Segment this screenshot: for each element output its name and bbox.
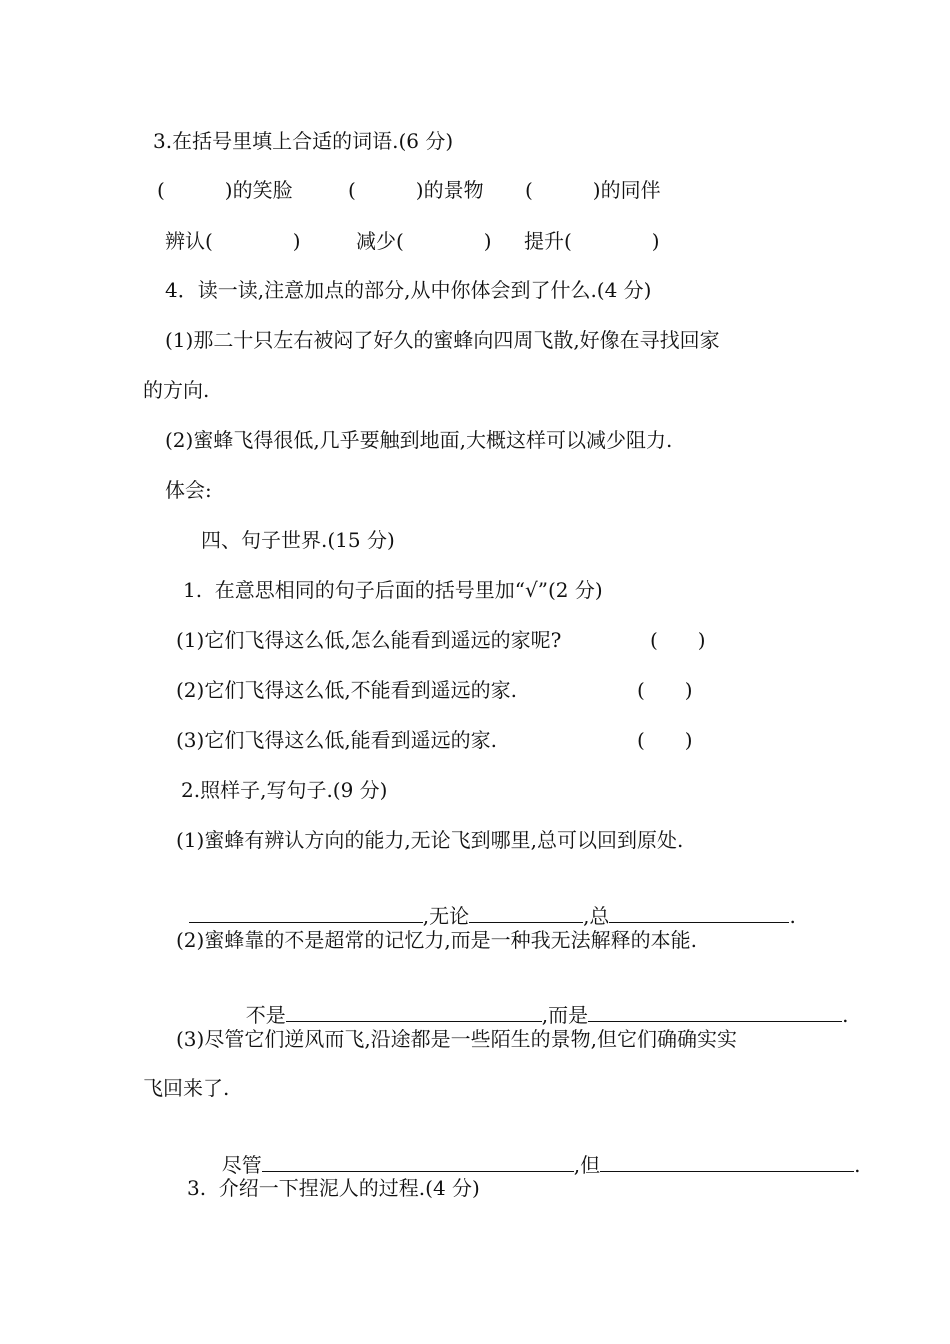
s1-checkbox-1[interactable]: ( ) <box>650 628 706 652</box>
q3-blank-4[interactable]: 辨认( ) <box>165 229 301 253</box>
s2-example-1: (1)蜜蜂有辨认方向的能力,无论飞到哪里,总可以回到原处. <box>176 828 684 852</box>
q3-blank-5[interactable]: 减少( ) <box>356 229 492 253</box>
answer-blank[interactable] <box>588 1001 842 1022</box>
answer-blank[interactable] <box>262 1151 574 1172</box>
s1-checkbox-2[interactable]: ( ) <box>637 678 693 702</box>
q3-blank-6[interactable]: 提升( ) <box>524 229 660 253</box>
q3-blank-1[interactable]: ( )的笑脸 <box>157 178 293 202</box>
s2-answer-row-3: 尽管 ,但 . <box>221 1153 861 1177</box>
answer-blank[interactable] <box>600 1151 854 1172</box>
s3-title: 3. 介绍一下捏泥人的过程.(4 分) <box>187 1176 480 1200</box>
q4-title: 4．读一读,注意加点的部分,从中你体会到了什么.(4 分) <box>165 278 652 302</box>
section-4-title: 四、句子世界.(15 分) <box>201 528 395 552</box>
q4-answer-label[interactable]: 体会: <box>165 478 212 502</box>
s2-example-3b: 飞回来了. <box>143 1076 230 1100</box>
s2-answer-row-1: ,无论 ,总 . <box>176 878 796 928</box>
q4-sentence-1a: (1)那二十只左右被闷了好久的蜜蜂向四周飞散,好像在寻找回家 <box>165 328 720 352</box>
s1-item-2: (2)它们飞得这么低,不能看到遥远的家. <box>176 678 518 702</box>
q3-title: 3.在括号里填上合适的词语.(6 分) <box>153 129 454 153</box>
s1-checkbox-3[interactable]: ( ) <box>637 728 693 752</box>
answer-blank[interactable] <box>609 902 789 923</box>
s1-item-3: (3)它们飞得这么低,能看到遥远的家. <box>176 728 498 752</box>
s1-title: 1. 在意思相同的句子后面的括号里加“√”(2 分) <box>183 578 603 602</box>
q3-blank-2[interactable]: ( )的景物 <box>348 178 484 202</box>
q4-sentence-2: (2)蜜蜂飞得很低,几乎要触到地面,大概这样可以减少阻力. <box>165 428 673 452</box>
s1-item-1: (1)它们飞得这么低,怎么能看到遥远的家呢? <box>176 628 562 652</box>
answer-blank[interactable] <box>286 1001 542 1022</box>
s2-answer-row-2: 不是 ,而是 . <box>245 1003 849 1027</box>
s2-example-2: (2)蜜蜂靠的不是超常的记忆力,而是一种我无法解释的本能. <box>176 928 698 952</box>
answer-blank[interactable] <box>189 902 423 923</box>
s2-title: 2.照样子,写句子.(9 分) <box>181 778 388 802</box>
s2-example-3a: (3)尽管它们逆风而飞,沿途都是一些陌生的景物,但它们确确实实 <box>176 1027 738 1051</box>
q3-blank-3[interactable]: ( )的同伴 <box>525 178 661 202</box>
answer-blank[interactable] <box>469 902 583 923</box>
q4-sentence-1b: 的方向. <box>143 378 210 402</box>
